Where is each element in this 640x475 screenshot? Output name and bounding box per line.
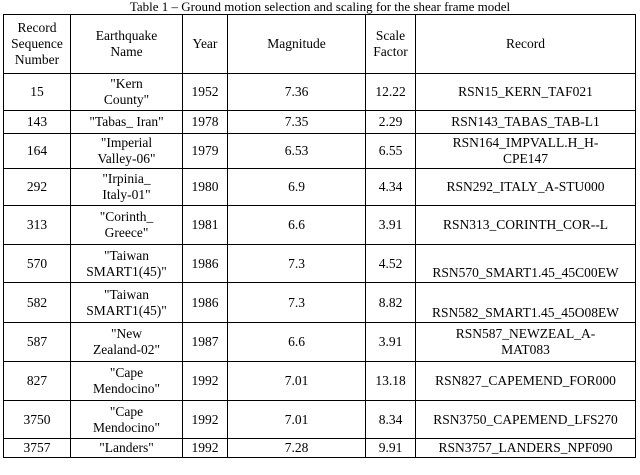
cell-magnitude: 7.01 [228,362,366,401]
cell-year: 1992 [183,362,228,401]
cell-sequence-number: 15 [4,74,71,111]
cell-scale-factor: 9.91 [366,439,416,458]
cell-earthquake-name [71,169,183,206]
cell-scale-factor: 12.22 [366,74,416,111]
table-row [4,323,636,362]
cell-year: 1987 [183,323,228,362]
cell-text: Valley-06" [97,151,156,166]
table-row [4,111,636,134]
header-row [4,15,636,74]
cell-earthquake-name: "Tabas_ Iran" [71,111,183,134]
table-row [4,169,636,206]
cell-earthquake-name: "Landers" [71,439,183,458]
cell-record: RSN3750_CAPEMEND_LFS270 [416,401,636,439]
cell-magnitude: 7.28 [228,439,366,458]
table-row [4,74,636,111]
cell-sequence-number: 292 [4,169,71,206]
cell-sequence-number: 313 [4,206,71,245]
header-record: Record [416,15,636,74]
cell-sequence-number: 3757 [4,439,71,458]
cell-magnitude: 6.6 [228,323,366,362]
cell-magnitude: 6.53 [228,134,366,169]
cell-record: RSN570_SMART1.45_45C00EW [416,245,636,283]
cell-earthquake-name [71,283,183,323]
cell-scale-factor: 8.82 [366,283,416,323]
cell-sequence-number: 164 [4,134,71,169]
cell-scale-factor: 6.55 [366,134,416,169]
cell-earthquake-name [71,401,183,439]
table-caption: Table 1 – Ground motion selection and scaling for the shear frame model [129,0,511,14]
header-year: Year [183,15,228,74]
cell-year: 1980 [183,169,228,206]
table-row [4,283,636,323]
cell-scale-factor: 3.91 [366,323,416,362]
cell-record [416,134,636,169]
cell-sequence-number: 143 [4,111,71,134]
cell-record [416,323,636,362]
cell-earthquake-name [71,74,183,111]
cell-record: RSN15_KERN_TAF021 [416,74,636,111]
cell-text: "Irpinia_ [102,171,151,186]
cell-scale-factor: 4.52 [366,245,416,283]
cell-text: "Taiwan [103,247,150,263]
cell-text: SMART1(45)" [86,263,167,279]
cell-sequence-number: 582 [4,283,71,323]
cell-earthquake-name [71,206,183,245]
header-earthquake-name [71,15,183,74]
cell-record: RSN313_CORINTH_COR--L [416,206,636,245]
cell-year: 1992 [183,401,228,439]
cell-record: RSN582_SMART1.45_45O08EW [416,283,636,323]
cell-text: Zealand-02" [93,342,160,357]
cell-magnitude: 7.3 [228,245,366,283]
cell-text: Mendocino" [93,381,160,396]
cell-text: "Taiwan [103,286,150,302]
table-row [4,134,636,169]
cell-text: "Corinth_ [99,209,154,224]
header-text: Factor [373,44,408,59]
header-magnitude: Magnitude [228,15,366,74]
cell-text: Italy-01" [102,187,151,202]
cell-magnitude: 7.3 [228,283,366,323]
cell-earthquake-name [71,245,183,283]
cell-scale-factor: 4.34 [366,169,416,206]
cell-sequence-number: 3750 [4,401,71,439]
cell-magnitude: 7.36 [228,74,366,111]
cell-year: 1981 [183,206,228,245]
cell-scale-factor: 8.34 [366,401,416,439]
cell-earthquake-name [71,362,183,401]
header-scale-factor [366,15,416,74]
header-text: Scale [375,28,406,43]
cell-year: 1986 [183,245,228,283]
cell-record: RSN827_CAPEMEND_FOR000 [416,362,636,401]
cell-text: Mendocino" [93,419,160,435]
cell-text: "Cape [109,403,144,419]
cell-year: 1978 [183,111,228,134]
cell-sequence-number: 827 [4,362,71,401]
header-text: Record [17,20,57,35]
table-row [4,439,636,458]
cell-sequence-number: 570 [4,245,71,283]
cell-record: RSN3757_LANDERS_NPF090 [416,439,636,458]
table-row [4,245,636,283]
header-record-sequence-number [4,15,71,74]
cell-text: "New [110,326,142,341]
cell-text: "Imperial [100,135,153,150]
cell-text: "Cape [109,365,144,380]
cell-year: 1992 [183,439,228,458]
cell-scale-factor: 13.18 [366,362,416,401]
cell-text: CPE147 [502,151,548,166]
cell-year: 1952 [183,74,228,111]
header-text: Name [110,44,143,59]
cell-scale-factor: 3.91 [366,206,416,245]
cell-magnitude: 7.01 [228,401,366,439]
cell-magnitude: 6.9 [228,169,366,206]
header-text: Earthquake [95,28,158,43]
cell-year: 1986 [183,283,228,323]
cell-record: RSN292_ITALY_A-STU000 [416,169,636,206]
cell-text: RSN587_NEWZEAL_A- [455,326,596,341]
cell-sequence-number: 587 [4,323,71,362]
cell-earthquake-name [71,323,183,362]
header-text: Sequence [11,36,63,51]
cell-earthquake-name [71,134,183,169]
cell-text: "Kern [110,76,143,91]
cell-year: 1979 [183,134,228,169]
cell-text: County" [103,92,150,107]
cell-scale-factor: 2.29 [366,111,416,134]
cell-magnitude: 7.35 [228,111,366,134]
cell-text: MAT083 [501,342,550,357]
cell-text: RSN164_IMPVALL.H_H- [452,135,599,150]
header-text: Number [14,52,60,67]
table-row [4,206,636,245]
table-row [4,401,636,439]
cell-record: RSN143_TABAS_TAB-L1 [416,111,636,134]
cell-magnitude: 6.6 [228,206,366,245]
ground-motion-table [3,14,636,458]
table-row [4,362,636,401]
cell-text: Greece" [104,225,149,240]
cell-text: SMART1(45)" [86,302,167,318]
